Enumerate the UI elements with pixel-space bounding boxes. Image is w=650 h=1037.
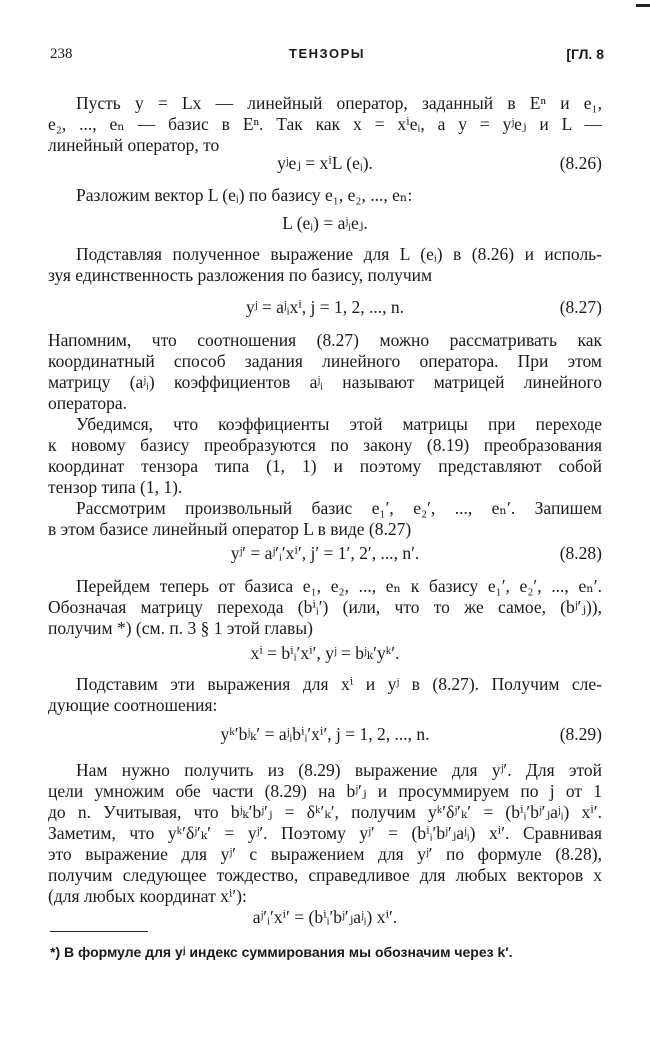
text-line: Заметим, что yᵏ′δʲ′ₖ′ = yʲ′. Поэтому yʲ′ = (bⁱᵢ′bʲ′ⱼaʲᵢ) xⁱ′. Сравнивая <box>48 823 602 843</box>
equation <box>48 906 602 928</box>
text-line: Пусть y = Lx — линейный оператор, заданный в Eⁿ и e₁, <box>76 93 602 113</box>
equation-body: yʲ = aʲᵢxⁱ, j = 1, 2, ..., n. <box>246 297 404 317</box>
equation-number: (8.27) <box>559 297 602 317</box>
text-line: получим *) (см. п. 3 § 1 этой главы) <box>48 618 313 638</box>
text-line: матрицу (aʲᵢ) коэффициентов aʲᵢ называют матрицей линейного <box>48 372 602 392</box>
text-line: зуя единственность разложения по базису, получим <box>48 265 433 285</box>
equation-body: yʲeⱼ = xⁱL (eᵢ). <box>277 153 373 173</box>
equation <box>48 723 602 745</box>
equation-number: (8.26) <box>559 153 602 173</box>
text-line: координат тензора типа (1, 1) и поэтому представляют собой <box>48 456 602 476</box>
equation <box>48 296 602 318</box>
text-line: к новому базису преобразуются по закону (8.19) преобразования <box>48 435 602 455</box>
equation-number: (8.28) <box>559 543 602 563</box>
equation-number: (8.29) <box>559 724 602 744</box>
text-line: тензор типа (1, 1). <box>48 477 183 497</box>
equation-body: L (eᵢ) = aʲᵢeⱼ. <box>282 213 368 233</box>
equation <box>48 542 602 564</box>
page-header <box>50 46 604 68</box>
text-line: Перейдем теперь от базиса e₁, e₂, ..., eₙ к базису e₁′, e₂′, ..., eₙ′. <box>76 576 602 596</box>
text-line: в этом базисе линейный оператор L в виде (8.27) <box>48 519 412 539</box>
text-line: Подставляя полученное выражение для L (eᵢ) в (8.26) и исполь- <box>76 244 602 264</box>
text-line: это выражение для yʲ′ с выражением для yʲ′ по формуле (8.28), <box>48 844 602 864</box>
page-edge-mark <box>636 4 650 7</box>
equation-body: yᵏ′bʲₖ′ = aʲᵢbⁱᵢ′xⁱ′, j = 1, 2, ..., n. <box>220 724 430 744</box>
text-line: получим следующее тождество, справедливое для любых векторов x <box>48 865 602 885</box>
footnote: *) В формуле для yʲ индекс суммирования мы обозначим через k′. <box>50 944 513 960</box>
equation <box>48 212 602 234</box>
equation <box>48 642 602 664</box>
text-line: Разложим вектор L (eᵢ) по базису e₁, e₂, ..., eₙ: <box>76 185 413 205</box>
text-line: Убедимся, что коэффициенты этой матрицы при переходе <box>76 414 602 434</box>
text-line: линейный оператор, то <box>48 135 220 155</box>
text-line: (для любых координат xⁱ′): <box>48 886 247 906</box>
text-line: Рассмотрим произвольный базис e₁′, e₂′, ..., eₙ′. Запишем <box>76 498 602 518</box>
page-number: 238 <box>50 46 73 62</box>
text-line: Обозначая матрицу перехода (bⁱᵢ′) (или, что то же самое, (bʲ′ⱼ)), <box>48 597 602 617</box>
running-title: ТЕНЗОРЫ <box>289 46 365 61</box>
footnote-divider <box>50 931 148 932</box>
text-line: дующие соотношения: <box>48 695 218 715</box>
text-line: координатный способ задания линейного оператора. При этом <box>48 351 602 371</box>
equation <box>48 152 602 174</box>
text-line: оператора. <box>48 393 128 413</box>
text-line: Подставим эти выражения для xⁱ и yʲ в (8.27). Получим сле- <box>76 674 602 694</box>
text-line: до n. Учитывая, что bʲₖ′bʲ′ⱼ = δᵏ′ₖ′, получим yᵏ′δʲ′ₖ′ = (bⁱᵢ′bʲ′ⱼaʲᵢ) xⁱ′. <box>48 802 602 822</box>
text-line: Напомним, что соотношения (8.27) можно рассматривать как <box>48 330 602 350</box>
chapter-label: [ГЛ. 8 <box>566 46 604 62</box>
text-line: Нам нужно получить из (8.29) выражение для yʲ′. Для этой <box>76 760 602 780</box>
equation-body: yʲ′ = aʲ′ᵢ′xⁱ′, j′ = 1′, 2′, ..., n′. <box>230 543 420 563</box>
equation-body: aʲ′ᵢ′xⁱ′ = (bⁱᵢ′bʲ′ⱼaʲᵢ) xⁱ′. <box>252 907 398 927</box>
text-line: e₂, ..., eₙ — базис в Eⁿ. Так как x = xⁱeᵢ, а y = yʲeⱼ и L — <box>48 114 602 134</box>
text-line: цели умножим обе части (8.29) на bʲ′ⱼ и просуммируем по j от 1 <box>48 781 602 801</box>
equation-body: xⁱ = bⁱᵢ′xⁱ′, yʲ = bʲₖ′yᵏ′. <box>250 643 400 663</box>
